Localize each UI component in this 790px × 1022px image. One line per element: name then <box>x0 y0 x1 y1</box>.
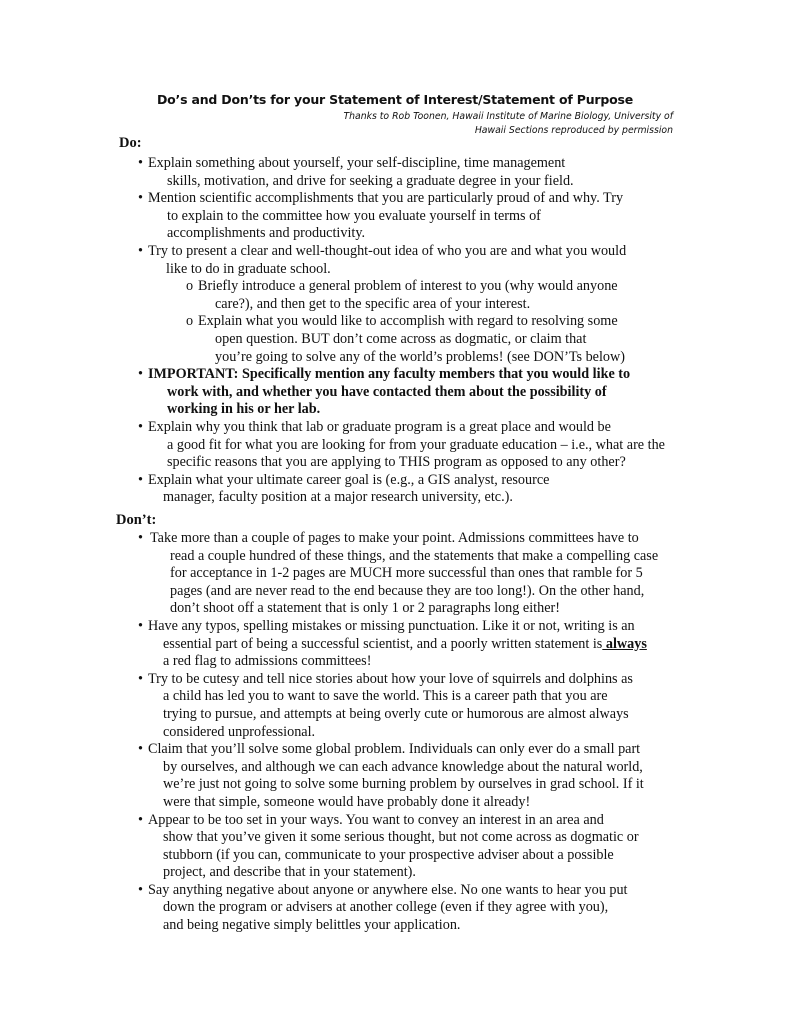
item-line: read a couple hundred of these things, and the statements that make a compelling case <box>170 547 659 564</box>
list-item <box>138 419 665 472</box>
item-line: to explain to the committee how you evaluate yourself in terms of <box>167 207 541 224</box>
bullet-icon: • <box>138 617 143 634</box>
document-title: Do’s and Don’ts for your Statement of Interest/Statement of Purpose <box>156 92 634 107</box>
list-item <box>138 190 665 243</box>
item-line: IMPORTANT: Specifically mention any faculty members that you would like to <box>148 366 631 383</box>
bullet-icon: • <box>138 190 143 207</box>
bullet-icon: • <box>138 881 143 898</box>
list-item <box>138 882 658 935</box>
bullet-icon: • <box>138 811 143 828</box>
list-item <box>138 243 665 366</box>
item-line: considered unprofessional. <box>163 723 316 740</box>
item-line: were that simple, someone would have probably done it already! <box>163 793 531 810</box>
item-line: Briefly introduce a general problem of interest to you (why would anyone <box>198 278 618 295</box>
item-line: Explain what your ultimate career goal is (e.g., a GIS analyst, resource <box>148 471 550 488</box>
sub-list-item <box>186 278 665 313</box>
item-line: we’re just not going to solve some burning problem by ourselves in grad school. If it <box>163 776 644 793</box>
item-line: Try to present a clear and well-thought-out idea of who you are and what you would <box>148 242 627 259</box>
list-item <box>138 812 658 882</box>
item-line: manager, faculty position at a major research university, etc.). <box>163 489 513 506</box>
item-line: pages (and are never read to the end because they are too long!). On the other hand, <box>170 582 645 599</box>
item-line: trying to pursue, and attempts at being overly cute or humorous are almost always <box>163 705 629 722</box>
bullet-icon: • <box>138 242 143 259</box>
list-item <box>138 671 658 741</box>
item-line: you’re going to solve any of the world’s problems! (see DON’Ts below) <box>215 348 625 365</box>
item-line: Mention scientific accomplishments that you are particularly proud of and why. Try <box>148 190 624 207</box>
item-line: and being negative simply belittles your application. <box>163 917 461 934</box>
item-line: show that you’ve given it some serious thought, but not come across as dogmatic or <box>163 829 639 846</box>
credit-note <box>343 110 673 138</box>
sub-bullet-icon: o <box>186 313 194 330</box>
bullet-icon: • <box>138 670 143 687</box>
item-line: project, and describe that in your statement). <box>163 864 416 881</box>
item-line: a red flag to admissions committees! <box>163 653 372 670</box>
bullet-icon: • <box>138 741 143 758</box>
emphasis-always: always <box>602 635 647 652</box>
do-heading: Do: <box>119 135 142 151</box>
list-item <box>138 618 658 671</box>
item-line: Appear to be too set in your ways. You want to convey an interest in an area and <box>148 811 604 828</box>
dont-list <box>138 530 658 935</box>
item-line: Have any typos, spelling mistakes or missing punctuation. Like it or not, writing is an <box>148 617 635 634</box>
item-line: a good fit for what you are looking for from your graduate education – i.e., what are the <box>167 436 665 453</box>
item-line: essential part of being a successful scientist, and a poorly written statement is always <box>163 635 647 652</box>
item-line: don’t shoot off a statement that is only 1 or 2 paragraphs long either! <box>170 600 560 617</box>
item-line: work with, and whether you have contacted them about the possibility of <box>167 383 607 400</box>
item-line: accomplishments and productivity. <box>167 225 366 242</box>
item-line: Explain why you think that lab or graduate program is a great place and would be <box>148 418 611 435</box>
list-item <box>138 366 665 419</box>
item-line: specific reasons that you are applying to THIS program as opposed to any other? <box>167 454 626 471</box>
list-item <box>138 472 665 507</box>
bullet-icon: • <box>138 418 143 435</box>
item-line: stubborn (if you can, communicate to your prospective adviser about a possible <box>163 846 614 863</box>
bullet-icon: • <box>138 366 143 383</box>
sub-list-item <box>186 313 665 366</box>
item-line: down the program or advisers at another college (even if they agree with you), <box>163 899 609 916</box>
item-line: for acceptance in 1-2 pages are MUCH more successful than ones that ramble for 5 <box>170 565 643 582</box>
item-line: Explain something about yourself, your self-discipline, time management <box>148 155 566 171</box>
item-line: skills, motivation, and drive for seeking a graduate degree in your field. <box>167 172 574 189</box>
item-line: Say anything negative about anyone or anywhere else. No one wants to hear you put <box>148 881 628 898</box>
item-line: Claim that you’ll solve some global problem. Individuals can only ever do a small part <box>148 741 641 758</box>
item-line: working in his or her lab. <box>167 401 321 418</box>
credit-line: Thanks to Rob Toonen, Hawaii Institute of Marine Biology, University of <box>343 111 673 122</box>
item-line: care?), and then get to the specific area of your interest. <box>215 295 531 312</box>
list-item <box>138 530 658 618</box>
do-list <box>138 155 665 507</box>
bullet-icon: • <box>138 471 143 488</box>
item-line: a child has led you to want to save the world. This is a career path that you are <box>163 688 608 705</box>
list-item <box>138 741 658 811</box>
item-line: open question. BUT don’t come across as dogmatic, or claim that <box>215 330 587 347</box>
item-line: Try to be cutesy and tell nice stories about how your love of squirrels and dolphins as <box>148 670 633 687</box>
bullet-icon: • <box>138 155 143 171</box>
list-item <box>138 155 665 190</box>
credit-line: Hawaii Sections reproduced by permission <box>474 125 673 136</box>
item-line: by ourselves, and although we can each advance knowledge about the natural world, <box>163 758 643 775</box>
item-line: like to do in graduate school. <box>166 260 331 277</box>
sub-bullet-icon: o <box>186 278 194 295</box>
dont-heading: Don’t: <box>116 512 157 528</box>
item-line: Explain what you would like to accomplish with regard to resolving some <box>198 313 618 330</box>
bullet-icon: • <box>138 530 143 546</box>
item-line: Take more than a couple of pages to make your point. Admissions committees have to <box>150 530 639 546</box>
